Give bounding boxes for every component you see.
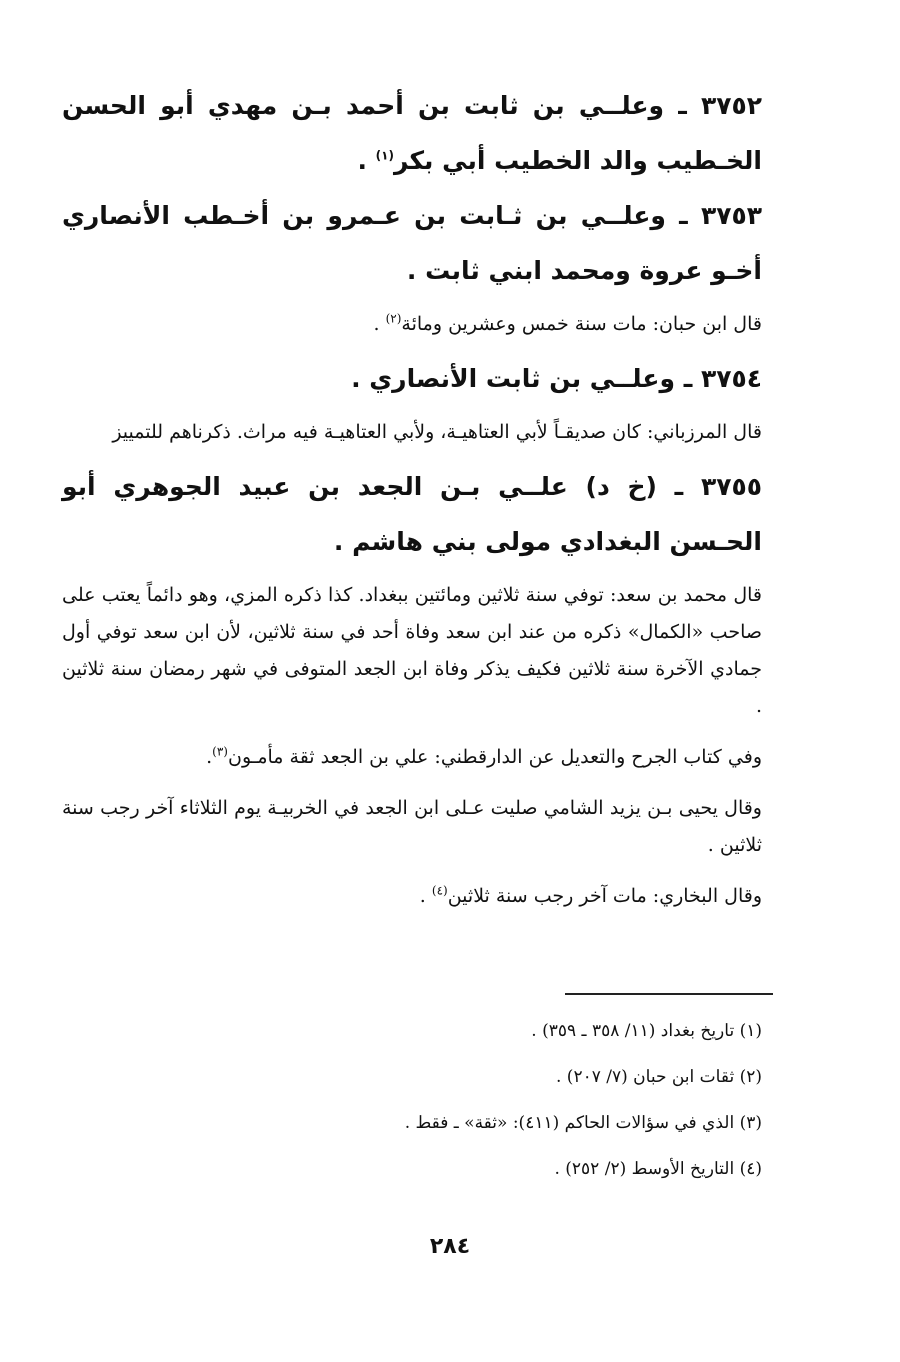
page-number: ٢٨٤: [429, 1234, 471, 1259]
entry-3754-heading: ٣٧٥٤ ـ وعلــي بن ثابت الأنصاري .: [351, 364, 762, 393]
entry-3753-paragraph: قال ابن حبان: مات سنة خمس وعشرين ومائة$^{(٢)}$ .: [373, 311, 762, 335]
footnote-4: (٤) التاريخ الأوسط (٢/ ٢٥٢) .: [554, 1159, 762, 1179]
footnote-ref-4: (٤): [431, 883, 448, 898]
footnotes: [300, 1008, 762, 1192]
entry-3755-paragraph-2: وفي كتاب الجرح والتعديل عن الدارقطني: علي بن الجعد ثقة مأمـون$^{(٣)}$.: [206, 744, 762, 768]
entry-3754-paragraph: قال المرزباني: كان صديقـاً لأبي العتاهيـة، ولأبي العتاهيـة فيه مراث. ذكرناهم للتمييز: [112, 421, 762, 443]
entry-3755-heading: ٣٧٥٥ ـ (خ د) علــي بـن الجعد بن عبيد الجوهري أبو الحـسن البغدادي مولى بني هاشم .: [62, 472, 762, 556]
entry-3752-heading: ٣٧٥٢ ـ وعلــي بن ثابت بن أحمد بـن مهدي أبو الحسن الخـطيب والد الخطيب أبي بكر$^{(١)}$ .: [62, 91, 762, 175]
entry-3753-heading: ٣٧٥٣ ـ وعلــي بن ثـابت بن عـمرو بن أخـطب الأنصاري أخـو عروة ومحمد ابني ثابت .: [62, 201, 762, 285]
footnote-1: (١) تاريخ بغداد (١١/ ٣٥٨ ـ ٣٥٩) .: [531, 1021, 762, 1041]
footnote-3: (٣) الذي في سؤالات الحاكم (٤١١): «ثقة» ـ فقط .: [404, 1113, 762, 1133]
footnote-ref-1: (١): [375, 148, 394, 163]
main-text: [62, 78, 762, 915]
footnote-ref-3: (٣): [212, 744, 228, 759]
footnote-2: (٢) ثقات ابن حبان (٧/ ٢٠٧) .: [555, 1067, 762, 1087]
footnote-ref-2: (٢): [385, 311, 402, 326]
entry-3755-paragraph-3: وقال يحيى بـن يزيد الشامي صليت عـلى ابن الجعد في الخربيـة يوم الثلاثاء آخر رجب سنة ثلاثين .: [62, 797, 762, 856]
footnote-separator: [565, 993, 773, 995]
entry-3755-paragraph-4: وقال البخاري: مات آخر رجب سنة ثلاثين$^{(٤)}$ .: [419, 883, 762, 907]
entry-3755-paragraph-1: قال محمد بن سعد: توفي سنة ثلاثين ومائتين ببغداد. كذا ذكره المزي، وهو دائماً يعتب على صاحب «الكمال» ذكره من عند ابن سعد وفاة أحد في سنة ثلاثين، لأن ابن سعد توفي أول جمادي الآخرة سنة ثلاثين فكيف يذكر وفاة ابن الجعد المتوفى في شهر رمضان سنة ثلاثين .: [62, 584, 762, 717]
